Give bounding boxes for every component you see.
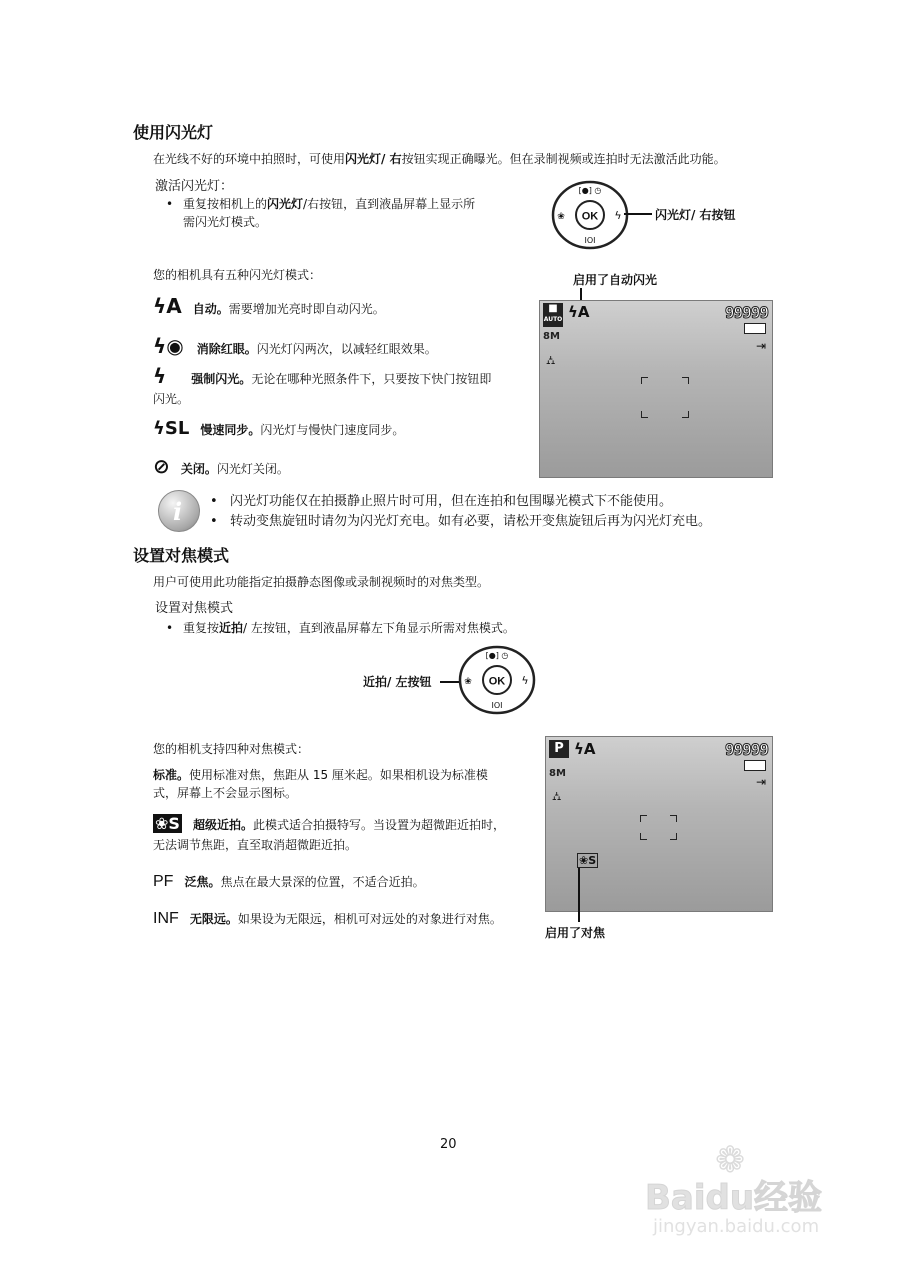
- flash-notes: [210, 492, 810, 532]
- supermacro-icon: ❀S: [155, 814, 180, 833]
- activate-step: [166, 195, 526, 231]
- step-bold: 闪光灯: [267, 197, 304, 211]
- note-item: • 转动变焦旋钮时请勿为闪光灯充电。如有必要，请松开变焦旋钮后再为闪光灯充电。: [210, 514, 712, 529]
- focus-step: • 重复按近拍/ 左按钮，直到液晶屏幕左下角显示所需对焦模式。: [166, 621, 515, 635]
- flash-mode-off: [153, 454, 289, 478]
- shots-remaining: 99999: [724, 303, 768, 322]
- auto-badge: AUTO: [543, 316, 563, 323]
- svg-text:[●] ◷: [●] ◷: [485, 651, 509, 660]
- storage-icon: ⇥: [755, 775, 766, 789]
- shots-remaining: 99999: [724, 740, 768, 759]
- infinity-icon: INF: [153, 910, 179, 927]
- flash-modes-intro: 您的相机具有五种闪光灯模式：: [153, 268, 322, 282]
- flash-slowsync-icon: ϟSL: [153, 418, 190, 439]
- focus-bracket: [682, 411, 689, 418]
- focus-bracket: [641, 411, 648, 418]
- focus-mode-infinity: INF 无限远。如果设为无限远，相机可对远处的对象进行对焦。: [153, 910, 502, 927]
- note-item: • 闪光灯功能仅在拍摄静止照片时可用，但在连拍和包围曝光模式下不能使用。: [210, 494, 673, 509]
- callout-line: [624, 213, 652, 215]
- focus-bracket: [641, 377, 648, 384]
- mode-name: 慢速同步。: [200, 423, 261, 437]
- panfocus-icon: PF: [153, 873, 174, 890]
- info-icon: i: [158, 490, 200, 532]
- svg-text:❀: ❀: [557, 212, 565, 222]
- bullet: •: [166, 197, 174, 211]
- focus-bracket: [640, 815, 647, 822]
- mode-name: 消除红眼。: [196, 342, 257, 356]
- scene-icon: ⛼: [552, 789, 562, 803]
- intro-text-end: 按钮实现正确曝光。但在录制视频或连拍时无法激活此功能。: [401, 152, 726, 166]
- focus-bracket: [682, 377, 689, 384]
- mode-name: 关闭。: [180, 462, 217, 476]
- flash-intro: [153, 150, 793, 168]
- focus-intro: 用户可使用此功能指定拍摄静态图像或录制视频时的对焦类型。: [153, 575, 490, 589]
- svg-text:IOI: IOI: [491, 701, 503, 710]
- flash-button-label: 闪光灯/ 右按钮: [655, 208, 736, 222]
- focus-set-label: 设置对焦模式: [155, 601, 234, 616]
- section-title-flash: 使用闪光灯: [133, 123, 214, 142]
- mode-desc: 闪光灯关闭。: [216, 462, 289, 476]
- bullet: •: [166, 621, 174, 635]
- focus-modes-intro: 您的相机支持四种对焦模式：: [153, 742, 310, 756]
- scene-icon: ⛼: [546, 353, 556, 367]
- svg-text:IOI: IOI: [584, 236, 596, 245]
- mode-desc-2: 闪光。: [153, 392, 190, 406]
- step-text: 重复按相机上的: [183, 197, 268, 211]
- step-text-3: 需闪光灯模式。: [183, 215, 268, 229]
- flash-redeye-icon: ϟ◉: [153, 334, 184, 358]
- screen2-caption: 启用了对焦: [545, 926, 606, 940]
- mode-name: 自动。: [192, 302, 229, 316]
- flash-auto-icon: ϟA: [574, 740, 596, 758]
- svg-text:[●] ◷: [●] ◷: [578, 186, 602, 195]
- battery-icon: [744, 760, 766, 771]
- flash-auto-icon: ϟA: [153, 294, 182, 318]
- image-size-icon: 8M: [543, 331, 560, 342]
- mode-desc: 闪光灯闪两次，以减轻红眼效果。: [256, 342, 437, 356]
- svg-text:ϟ: ϟ: [521, 674, 529, 687]
- storage-icon: ⇥: [755, 339, 766, 353]
- step-text-2: /右按钮，直到液晶屏幕上显示所: [303, 197, 476, 211]
- program-mode-icon: P: [549, 740, 569, 758]
- flash-mode-redeye: [153, 334, 437, 358]
- image-size-icon: 8M: [549, 768, 566, 779]
- paw-icon: ❁: [715, 1140, 746, 1181]
- flash-mode-slowsync: [153, 418, 404, 439]
- flash-mode-forced: [153, 364, 533, 408]
- page-number: 20: [440, 1137, 457, 1152]
- flash-forced-icon: ϟ: [153, 364, 167, 388]
- camera-mode-icon: ■ AUTO: [543, 303, 563, 327]
- flash-auto-icon: ϟA: [568, 303, 590, 321]
- svg-text:❀: ❀: [464, 677, 472, 687]
- focus-mode-panfocus: PF 泛焦。焦点在最大景深的位置，不适合近拍。: [153, 873, 425, 890]
- intro-text: 在光线不好的环境中拍照时，可使用: [153, 152, 346, 166]
- watermark-url: jingyan.baidu.com: [653, 1216, 820, 1237]
- svg-text:ϟ: ϟ: [614, 209, 622, 222]
- ok-label: OK: [488, 675, 506, 688]
- dpad-diagram: [550, 180, 630, 250]
- baidu-watermark: [645, 1140, 875, 1250]
- intro-bold: 闪光灯/ 右: [345, 152, 402, 166]
- dpad-diagram: [457, 645, 537, 715]
- mode-name: 强制闪光。: [191, 372, 252, 386]
- lcd-screen-flash: [539, 300, 773, 478]
- focus-mode-standard: 标准。使用标准对焦，焦距从 15 厘米起。如果相机设为标准模 式，屏幕上不会显示图标。: [153, 768, 488, 800]
- dpad-icon: [550, 180, 630, 250]
- focus-bracket: [640, 833, 647, 840]
- dpad-icon: [457, 645, 537, 715]
- mode-desc: 无论在哪种光照条件下，只要按下快门按钮即: [251, 372, 492, 386]
- ok-label: OK: [581, 210, 599, 223]
- screen1-caption: 启用了自动闪光: [573, 273, 658, 287]
- macro-button-label: 近拍/ 左按钮: [363, 675, 432, 689]
- flash-mode-auto: [153, 294, 385, 318]
- activate-label: 激活闪光灯：: [155, 179, 234, 194]
- mode-desc: 需要增加光亮时即自动闪光。: [228, 302, 385, 316]
- callout-line: [578, 868, 580, 922]
- supermacro-icon: ❀S: [579, 854, 597, 867]
- watermark-brand: Baidu经验: [645, 1178, 823, 1218]
- focus-bracket: [670, 815, 677, 822]
- mode-desc: 闪光灯与慢快门速度同步。: [260, 423, 405, 437]
- focus-mode-supermacro: ❀S 超级近拍。此模式适合拍摄特写。当设置为超微距近拍时， 无法调节焦距，直至取消超微距近拍。: [153, 814, 506, 852]
- flash-off-icon: ⊘: [153, 454, 170, 478]
- battery-icon: [744, 323, 766, 334]
- focus-bracket: [670, 833, 677, 840]
- section-title-focus: 设置对焦模式: [133, 546, 230, 565]
